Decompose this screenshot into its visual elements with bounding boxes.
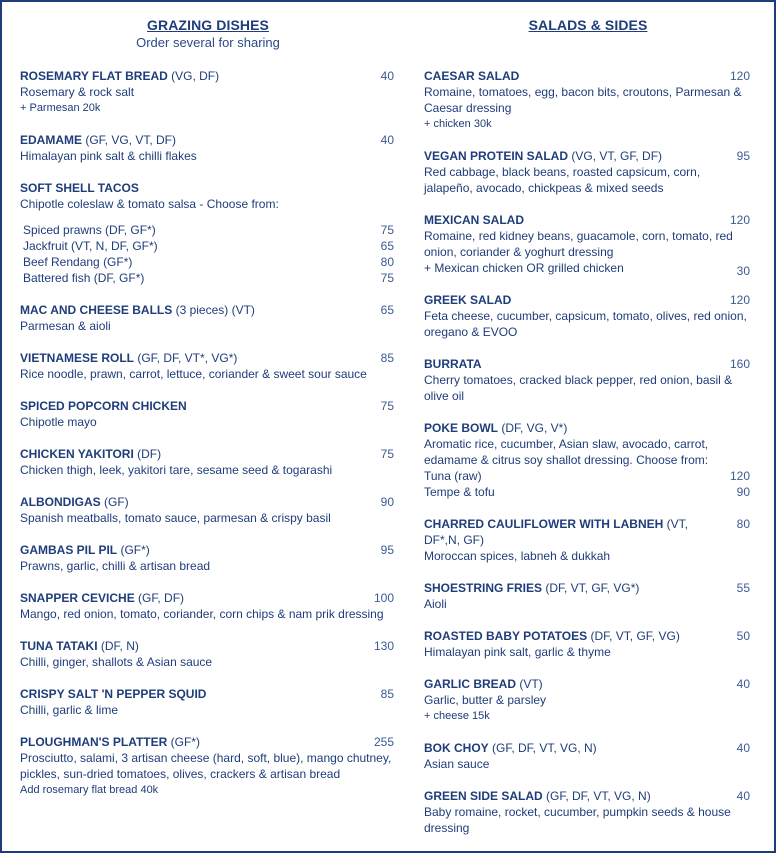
dish-description: Asian sauce — [424, 757, 490, 771]
dish-description: Chicken thigh, leek, yakitori tare, sesame seed & togarashi — [20, 463, 333, 477]
dietary-tags: (GF*) — [117, 543, 150, 557]
dish-price: 50 — [736, 629, 750, 643]
dish-description: Garlic, butter & parsley — [424, 693, 547, 707]
dish-name: POKE BOWL — [424, 421, 498, 435]
menu-item-heading — [20, 686, 396, 702]
dish-addon: + chicken 30k — [424, 118, 492, 130]
option-label: Tuna (raw) — [424, 469, 482, 483]
dish-price: 100 — [373, 591, 394, 605]
menu-item — [424, 292, 752, 340]
dish-description: Parmesan & aioli — [20, 319, 111, 333]
menu-item — [424, 68, 752, 132]
menu-item-heading — [20, 638, 396, 654]
dish-description: Mango, red onion, tomato, coriander, corn chips & nam prik dressing — [20, 607, 384, 621]
dish-name: CAESAR SALAD — [424, 69, 520, 83]
menu-item — [20, 494, 396, 526]
menu-item-heading — [20, 132, 396, 148]
section-title: SALADS & SIDES — [528, 17, 648, 33]
menu-item — [424, 212, 752, 276]
dish-description: Himalayan pink salt, garlic & thyme — [424, 645, 611, 659]
option-price: 30 — [736, 264, 750, 278]
grazing-dishes-column — [20, 16, 396, 798]
menu-item — [424, 628, 752, 660]
dish-price: 160 — [729, 357, 750, 371]
menu-item-heading — [20, 734, 396, 750]
menu-item — [424, 676, 752, 724]
dish-description: Feta cheese, cucumber, capsicum, tomato, olives, red onion, oregano & EVOO — [424, 309, 747, 339]
dish-description: Chipotle mayo — [20, 415, 97, 429]
dietary-tags: (VG, VT, GF, DF) — [568, 149, 663, 163]
dish-name: MAC AND CHEESE BALLS — [20, 303, 173, 317]
option-label: + Mexican chicken OR grilled chicken — [424, 261, 624, 275]
dish-description: Romaine, tomatoes, egg, bacon bits, croutons, Parmesan & Caesar dressing — [424, 85, 742, 115]
menu-item — [424, 420, 752, 500]
menu-item-heading — [424, 420, 752, 436]
dish-description: Chipotle coleslaw & tomato salsa - Choose from: — [20, 197, 279, 211]
dish-description: Himalayan pink salt & chilli flakes — [20, 149, 197, 163]
menu-item — [424, 516, 752, 564]
grazing-dishes-header — [20, 16, 396, 52]
dish-price: 120 — [729, 69, 750, 83]
dish-name: GARLIC BREAD — [424, 677, 516, 691]
salads-sides-column — [424, 16, 752, 836]
dish-description: Moroccan spices, labneh & dukkah — [424, 549, 611, 563]
dietary-tags: (VT) — [516, 677, 543, 691]
dish-price: 40 — [380, 133, 394, 147]
option-price: 75 — [380, 271, 394, 285]
menu-item-heading — [424, 788, 752, 804]
dish-price: 40 — [736, 677, 750, 691]
dish-description: Aromatic rice, cucumber, Asian slaw, avocado, carrot, edamame & citrus soy shallot dressing. Choose from: — [424, 437, 709, 467]
options-gap — [20, 212, 396, 222]
salads-sides-list — [424, 68, 752, 836]
dish-name: ROSEMARY FLAT BREAD — [20, 69, 168, 83]
menu-item-heading — [424, 676, 752, 692]
dish-name: PLOUGHMAN'S PLATTER — [20, 735, 168, 749]
dish-description: Cherry tomatoes, cracked black pepper, red onion, basil & olive oil — [424, 373, 733, 403]
menu-item-heading — [20, 180, 396, 196]
option-price: 65 — [380, 239, 394, 253]
menu-item — [424, 740, 752, 772]
dish-price: 120 — [729, 213, 750, 227]
dish-name: CRISPY SALT 'N PEPPER SQUID — [20, 687, 207, 701]
menu-item — [20, 734, 396, 798]
menu-item — [20, 180, 396, 286]
dish-option — [20, 222, 396, 238]
dish-name: ALBONDIGAS — [20, 495, 101, 509]
dietary-tags: (GF, DF, VT, VG, N) — [542, 789, 651, 803]
dish-name: SHOESTRING FRIES — [424, 581, 543, 595]
dish-price: 75 — [380, 447, 394, 461]
menu-item-heading — [20, 542, 396, 558]
option-label: Jackfruit (VT, N, DF, GF*) — [23, 239, 158, 253]
menu-item-heading — [20, 398, 396, 414]
dish-option — [424, 260, 752, 276]
dish-price: 90 — [380, 495, 394, 509]
option-price: 90 — [736, 485, 750, 499]
dietary-tags: (VT, DF*,N, GF) — [424, 517, 688, 547]
dish-price: 85 — [380, 687, 394, 701]
option-label: Tempe & tofu — [424, 485, 495, 499]
dish-name: BOK CHOY — [424, 741, 489, 755]
dish-option — [20, 254, 396, 270]
menu-item — [20, 590, 396, 622]
dish-description: Prosciutto, salami, 3 artisan cheese (hard, soft, blue), mango chutney, pickles, sun-dried tomatoes, olives, crackers & artisan bread — [20, 751, 392, 781]
menu-item — [20, 638, 396, 670]
dish-description: Chilli, garlic & lime — [20, 703, 119, 717]
option-price: 80 — [380, 255, 394, 269]
menu-item-heading — [424, 212, 752, 228]
menu-item-heading — [424, 580, 752, 596]
dish-name: SOFT SHELL TACOS — [20, 181, 139, 195]
dish-name: TUNA TATAKI — [20, 639, 98, 653]
dish-price: 75 — [380, 399, 394, 413]
dish-option — [20, 238, 396, 254]
dietary-tags: (DF, N) — [97, 639, 139, 653]
dish-name: SPICED POPCORN CHICKEN — [20, 399, 187, 413]
dish-name: EDAMAME — [20, 133, 82, 147]
section-subtitle: Order several for sharing — [136, 35, 280, 50]
dietary-tags: (DF) — [133, 447, 162, 461]
dish-price: 80 — [736, 517, 750, 531]
option-label: Spiced prawns (DF, GF*) — [23, 223, 156, 237]
dish-name: VIETNAMESE ROLL — [20, 351, 135, 365]
dietary-tags: (GF, DF, VT, VG, N) — [488, 741, 597, 755]
menu-item-heading — [424, 148, 752, 164]
dish-name: MEXICAN SALAD — [424, 213, 525, 227]
dish-price: 255 — [373, 735, 394, 749]
option-label: Beef Rendang (GF*) — [23, 255, 133, 269]
menu-item — [20, 542, 396, 574]
dish-option — [424, 468, 752, 484]
dietary-tags: (GF, VG, VT, DF) — [82, 133, 177, 147]
dietary-tags: (GF*) — [167, 735, 200, 749]
menu-item-heading — [424, 628, 752, 644]
dish-addon: + cheese 15k — [424, 710, 490, 722]
dish-description: Spanish meatballs, tomato sauce, parmesan & crispy basil — [20, 511, 331, 525]
menu-item — [20, 686, 396, 718]
dish-name: VEGAN PROTEIN SALAD — [424, 149, 569, 163]
dish-description: Chilli, ginger, shallots & Asian sauce — [20, 655, 213, 669]
dish-description: Baby romaine, rocket, cucumber, pumpkin seeds & house dressing — [424, 805, 731, 835]
menu-item — [20, 446, 396, 478]
dietary-tags: (GF, DF, VT*, VG*) — [134, 351, 238, 365]
menu-item-heading — [20, 590, 396, 606]
menu-item-heading — [424, 516, 752, 548]
option-price: 75 — [380, 223, 394, 237]
menu-item — [424, 580, 752, 612]
salads-sides-header — [424, 16, 752, 34]
dish-price: 40 — [736, 789, 750, 803]
menu-item — [424, 788, 752, 836]
dish-price: 40 — [736, 741, 750, 755]
menu-item-heading — [20, 350, 396, 366]
grazing-dishes-list — [20, 68, 396, 798]
dietary-tags: (3 pieces) (VT) — [172, 303, 255, 317]
section-title: GRAZING DISHES — [147, 17, 269, 33]
dish-option — [20, 270, 396, 286]
dietary-tags: (GF) — [100, 495, 129, 509]
menu-item — [20, 302, 396, 334]
dish-price: 95 — [380, 543, 394, 557]
dish-price: 85 — [380, 351, 394, 365]
menu-item — [20, 132, 396, 164]
dietary-tags: (DF, VT, GF, VG*) — [542, 581, 640, 595]
dish-name: BURRATA — [424, 357, 482, 371]
menu-item — [424, 356, 752, 404]
menu-item-heading — [424, 292, 752, 308]
menu-item-heading — [424, 68, 752, 84]
dish-addon: Add rosemary flat bread 40k — [20, 784, 159, 796]
dish-price: 130 — [373, 639, 394, 653]
menu-item-heading — [424, 356, 752, 372]
option-label: Battered fish (DF, GF*) — [23, 271, 145, 285]
dish-description: Aioli — [424, 597, 447, 611]
dish-description: Romaine, red kidney beans, guacamole, corn, tomato, red onion, coriander & yoghurt dressing — [424, 229, 733, 259]
dish-option — [424, 484, 752, 500]
menu-item-heading — [20, 446, 396, 462]
dish-name: ROASTED BABY POTATOES — [424, 629, 588, 643]
dietary-tags: (DF, VG, V*) — [498, 421, 568, 435]
dish-name: GAMBAS PIL PIL — [20, 543, 118, 557]
dietary-tags: (GF, DF) — [134, 591, 185, 605]
dish-price: 40 — [380, 69, 394, 83]
menu-item-heading — [20, 494, 396, 510]
menu-item — [20, 398, 396, 430]
menu-item-heading — [20, 302, 396, 318]
dish-description: Rosemary & rock salt — [20, 85, 135, 99]
dish-price: 65 — [380, 303, 394, 317]
dish-name: CHARRED CAULIFLOWER WITH LABNEH — [424, 517, 664, 531]
dietary-tags: (DF, VT, GF, VG) — [587, 629, 680, 643]
menu-item — [20, 350, 396, 382]
dish-addon: + Parmesan 20k — [20, 102, 101, 114]
option-price: 120 — [729, 469, 750, 483]
menu-item-heading — [20, 68, 396, 84]
dish-price: 120 — [729, 293, 750, 307]
dish-description: Rice noodle, prawn, carrot, lettuce, coriander & sweet sour sauce — [20, 367, 367, 381]
dish-description: Prawns, garlic, chilli & artisan bread — [20, 559, 211, 573]
dish-price: 55 — [736, 581, 750, 595]
dish-name: GREEK SALAD — [424, 293, 512, 307]
menu-item — [424, 148, 752, 196]
menu-item-heading — [424, 740, 752, 756]
dish-name: SNAPPER CEVICHE — [20, 591, 135, 605]
dish-description: Red cabbage, black beans, roasted capsicum, corn, jalapeño, avocado, chickpeas & mixed seeds — [424, 165, 701, 195]
dish-name: CHICKEN YAKITORI — [20, 447, 134, 461]
dietary-tags: (VG, DF) — [167, 69, 220, 83]
dish-name: GREEN SIDE SALAD — [424, 789, 543, 803]
dish-price: 95 — [736, 149, 750, 163]
menu-item — [20, 68, 396, 116]
